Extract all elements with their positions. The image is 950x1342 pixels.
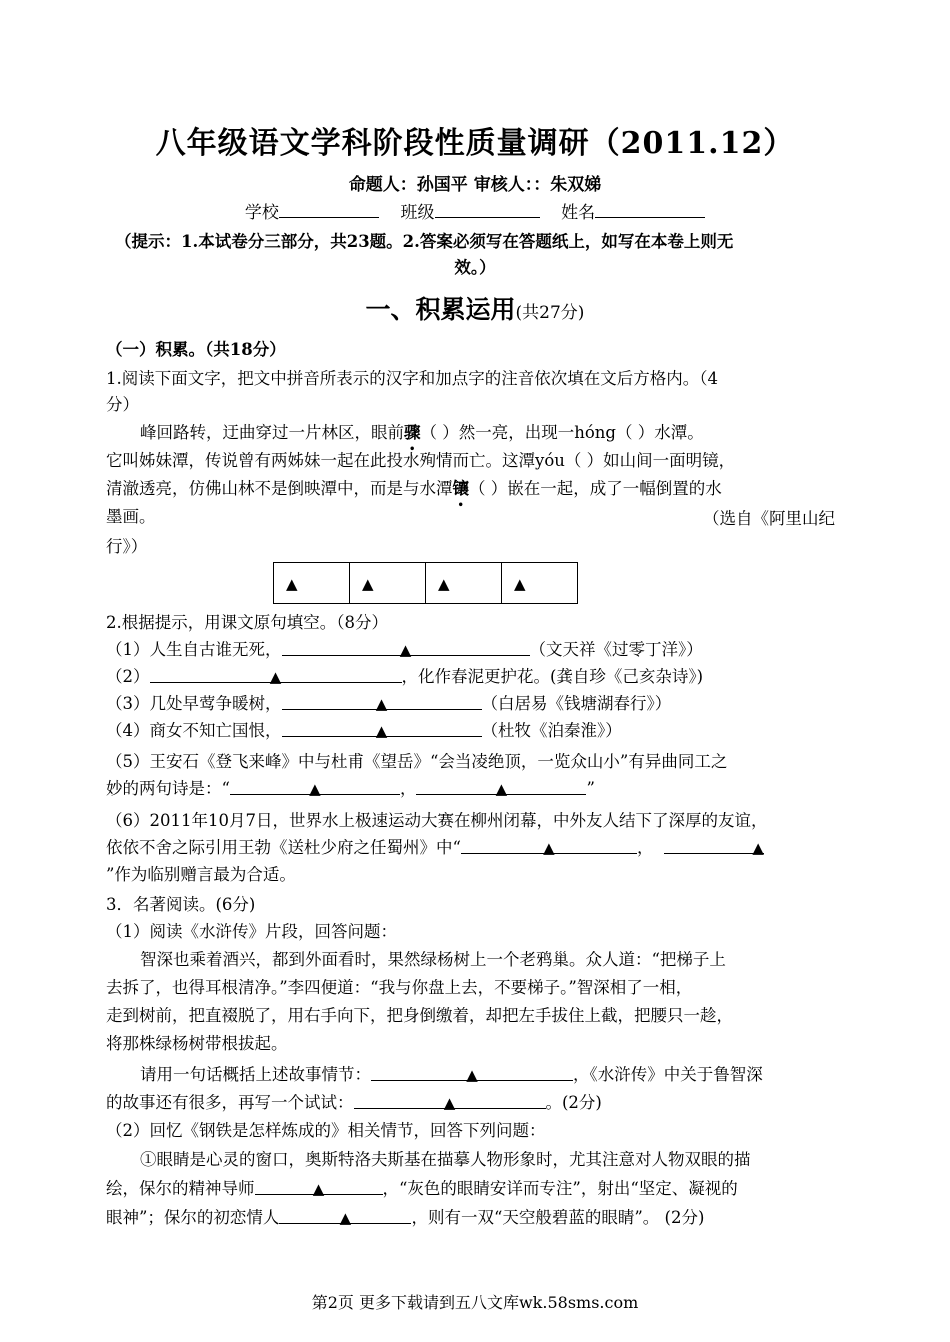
answer-triangle: ▲ <box>312 1180 325 1198</box>
answer-triangle: ▲ <box>514 574 526 593</box>
q3-2-line-2 <box>106 1176 738 1202</box>
q3-2-line-3 <box>106 1205 704 1231</box>
q2-item-1 <box>106 637 703 663</box>
answer-grid <box>273 562 578 604</box>
dotted-char: 镶 <box>452 479 469 498</box>
q2-text: ， <box>399 779 417 798</box>
q2-text: （3）几处早莺争暖树， <box>106 694 282 713</box>
passage-text: （ ）嵌在一起，成了一幅倒置的水 <box>469 479 722 498</box>
answer-triangle: ▲ <box>495 780 508 798</box>
q1-passage-line-4: 墨画。 <box>106 507 156 526</box>
answer-blank[interactable] <box>282 637 530 659</box>
answer-triangle: ▲ <box>375 695 388 713</box>
q1-source-1: （选自《阿里山纪 <box>703 509 835 528</box>
q3-1-passage-2: 去拆了，也得耳根清净。”李四便道：“我与你盘上去，不要梯子。”智深相了一相， <box>106 978 693 997</box>
class-label: 班级 <box>400 203 435 223</box>
answer-triangle: ▲ <box>443 1094 456 1112</box>
student-info-line <box>0 198 950 223</box>
q2-source: （杜牧《泊秦淮》） <box>481 721 622 740</box>
q3-2-heading: （2）回忆《钢铁是怎样炼成的》相关情节，回答下列问题： <box>106 1121 546 1140</box>
q2-item-3 <box>106 691 671 717</box>
q2-text: （1）人生自古谁无死， <box>106 640 282 659</box>
part1-heading: （一）积累。（共18分） <box>106 340 286 359</box>
q3-text: ，则有一双“天空般碧蓝的眼睛”。 (2分) <box>411 1208 705 1227</box>
answer-cell[interactable] <box>350 563 426 604</box>
answer-cell[interactable] <box>502 563 578 604</box>
name-label: 姓名 <box>561 203 596 223</box>
name-field[interactable] <box>595 199 705 218</box>
section1-heading <box>0 290 950 326</box>
answer-blank[interactable] <box>664 835 764 857</box>
dotted-char: 骤 <box>404 423 421 442</box>
q2-item-5-line-1: （5）王安石《登飞来峰》中与杜甫《望岳》“会当凌绝顶，一览众山小”有异曲同工之 <box>106 752 728 771</box>
answer-triangle: ▲ <box>286 574 298 593</box>
q1-line-1: 1.阅读下面文字，把文中拼音所表示的汉字和加点字的注音依次填在文后方格内。（4 <box>106 369 718 388</box>
q3-2-line-1: ①眼睛是心灵的窗口，奥斯特洛夫斯基在描摹人物形象时，尤其注意对人物双眼的描 <box>140 1150 751 1169</box>
q2-text: （2） <box>106 667 150 686</box>
answer-blank[interactable] <box>282 691 482 713</box>
q3-text: 。(2分) <box>545 1093 602 1112</box>
authors-line: 命题人：孙国平 审核人：：朱双娣 <box>348 175 602 195</box>
q2-source: （文天祥《过零丁洋》） <box>529 640 703 659</box>
answer-blank[interactable] <box>354 1090 546 1112</box>
answer-triangle: ▲ <box>438 574 450 593</box>
school-label: 学校 <box>244 203 279 223</box>
answer-triangle: ▲ <box>362 574 374 593</box>
answer-blank[interactable] <box>279 1205 411 1227</box>
answer-triangle: ▲ <box>752 839 764 857</box>
q2-item-4 <box>106 718 622 744</box>
q2-text: ，化作春泥更护花。(龚自珍《己亥杂诗》) <box>401 667 704 686</box>
q2-text: （4）商女不知亡国恨， <box>106 721 282 740</box>
hint-line-2: 效。） <box>454 258 496 277</box>
q3-heading: 3．名著阅读。(6分) <box>106 895 256 914</box>
q3-text: 绘，保尔的精神导师 <box>106 1179 255 1198</box>
q2-text: ， <box>636 838 654 857</box>
answer-blank[interactable] <box>371 1062 573 1084</box>
q3-text: ，《水浒传》中关于鲁智深 <box>573 1065 763 1084</box>
answer-blank[interactable] <box>255 1176 383 1198</box>
class-field[interactable] <box>435 199 540 218</box>
answer-blank[interactable] <box>461 835 637 857</box>
q2-text: ” <box>586 779 595 798</box>
answer-blank[interactable] <box>282 718 482 740</box>
answer-blank[interactable] <box>150 664 402 686</box>
school-field[interactable] <box>279 199 379 218</box>
q2-item-2 <box>106 664 703 690</box>
q2-item-6-line-3: ”作为临别赠言最为合适。 <box>106 865 296 884</box>
answer-triangle: ▲ <box>466 1066 478 1084</box>
answer-blank[interactable] <box>230 776 400 798</box>
q2-text: 妙的两句诗是：“ <box>106 779 230 798</box>
q2-item-6-line-1: （6）2011年10月7日，世界水上极速运动大赛在柳州闭幕，中外友人结下了深厚的友谊， <box>106 811 768 830</box>
section1-score: (共27分) <box>515 303 585 323</box>
page-footer: 第2页 更多下载请到五八文库wk.58sms.com <box>311 1293 639 1312</box>
passage-text: （ ）然一亮，出现一hóng（ ）水潭。 <box>420 423 704 442</box>
q3-text: ，“灰色的眼睛安详而专注”，射出“坚定、凝视的 <box>382 1179 738 1198</box>
passage-text: 峰回路转，迂曲穿过一片林区，眼前 <box>140 423 404 442</box>
hint-line-1: （提示：1.本试卷分三部分，共23题。2.答案必须写在答题纸上，如写在本卷上则无 <box>115 232 734 251</box>
q2-item-5-line-2 <box>106 776 595 802</box>
answer-triangle: ▲ <box>543 839 555 857</box>
answer-cell[interactable] <box>426 563 502 604</box>
q3-text: 的故事还有很多，再写一个试试： <box>106 1093 354 1112</box>
q3-1-heading: （1）阅读《水浒传》片段，回答问题： <box>106 922 397 941</box>
answer-triangle: ▲ <box>399 641 412 659</box>
section1-title: 一、积累运用 <box>365 295 516 324</box>
q1-passage-line-1 <box>140 420 704 446</box>
q1-line-2: 分） <box>106 395 139 414</box>
q3-text: 眼神”；保尔的初恋情人 <box>106 1208 280 1227</box>
q1-passage-line-3 <box>106 476 722 502</box>
q3-1-passage-3: 走到树前，把直裰脱了，用右手向下，把身倒缴着，却把左手拔住上截，把腰只一趁， <box>106 1006 733 1025</box>
answer-triangle: ▲ <box>309 780 321 798</box>
answer-triangle: ▲ <box>269 668 282 686</box>
q2-item-6-line-2 <box>106 835 764 861</box>
passage-text: 清澈透亮，仿佛山林不是倒映潭中，而是与水潭 <box>106 479 453 498</box>
q1-source-2: 行》） <box>106 537 148 556</box>
q3-1-passage-4: 将那株绿杨树带根拔起。 <box>106 1034 288 1053</box>
page-title: 八年级语文学科阶段性质量调研（2011.12） <box>155 126 795 161</box>
answer-triangle: ▲ <box>339 1209 352 1227</box>
q3-1-passage-1: 智深也乘着酒兴，都到外面看时，果然绿杨树上一个老鸦巢。众人道：“把梯子上 <box>140 950 726 969</box>
answer-blank[interactable] <box>416 776 586 798</box>
answer-cell[interactable] <box>274 563 350 604</box>
q1-passage-line-2: 它叫姊妹潭，传说曾有两姊妹一起在此投水殉情而亡。这潭yóu（ ）如山间一面明镜， <box>106 451 736 470</box>
q3-1-question-1 <box>140 1062 763 1088</box>
q2-heading: 2.根据提示，用课文原句填空。（8分） <box>106 613 388 632</box>
answer-triangle: ▲ <box>375 722 388 740</box>
q3-1-question-2 <box>106 1090 602 1116</box>
q3-text: 请用一句话概括上述故事情节： <box>140 1065 371 1084</box>
q2-text: 依依不舍之际引用王勃《送杜少府之任蜀州》中“ <box>106 838 461 857</box>
q2-source: （白居易《钱塘湖春行》） <box>481 694 672 713</box>
